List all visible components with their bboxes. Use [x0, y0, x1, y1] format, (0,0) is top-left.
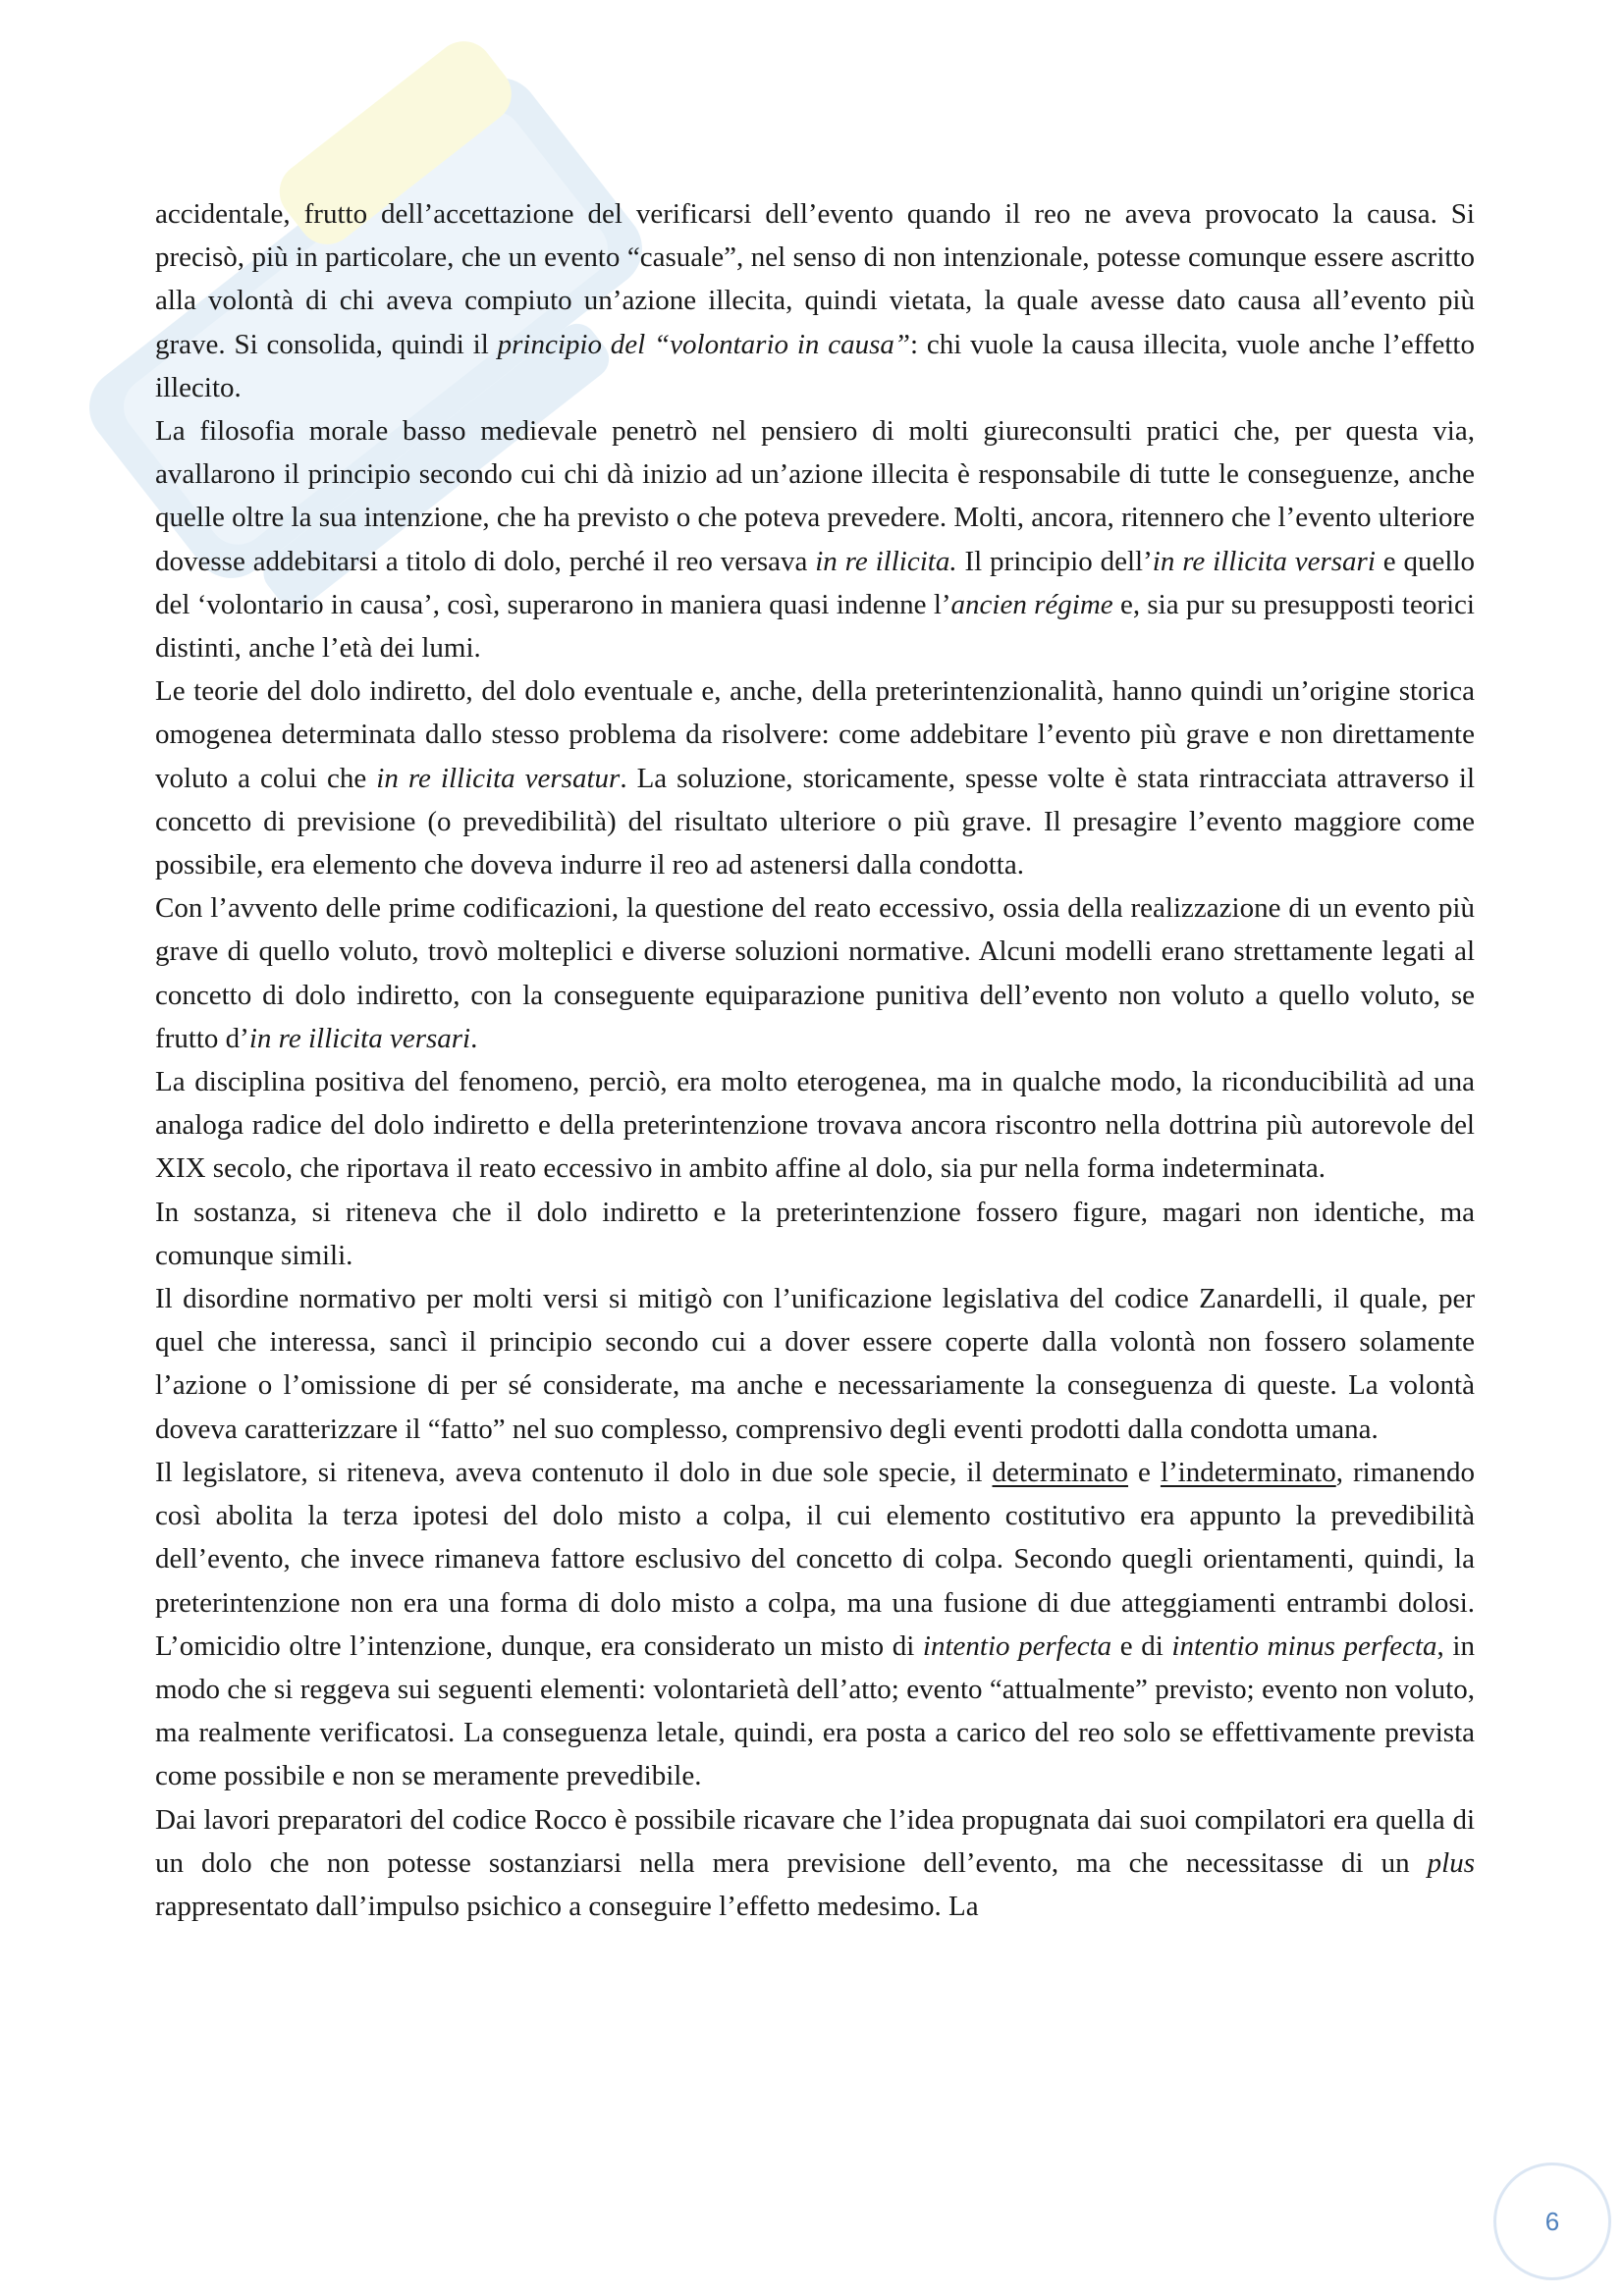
text-run: Il legislatore, si riteneva, aveva contenuto il dolo in due sole specie, il	[155, 1456, 993, 1488]
text-run: Il disordine normativo per molti versi si mitigò con l’unificazione legislativa del codice Zanardelli, il quale, per quel che interessa, sancì il principio secondo cui a dover essere coperte dalla volontà non fossero solamente l’azione o l’omissione di per sé considerate, ma anche e necessariamente la conseguenza di queste. La volontà doveva caratterizzare il “fatto” nel suo complesso, comprensivo degli eventi prodotti dalla condotta umana.	[155, 1283, 1475, 1445]
text-run: In sostanza, si riteneva che il dolo indiretto e la preterintenzione fossero figure, magari non identiche, ma comunque simili.	[155, 1196, 1475, 1271]
text-run: Il principio dell’	[956, 545, 1153, 577]
paragraph	[155, 1451, 1475, 1798]
italic-run: in re illicita.	[815, 545, 957, 577]
paragraph	[155, 1798, 1475, 1929]
italic-run: ancien régime	[950, 588, 1113, 620]
italic-run: in re illicita versari	[1152, 545, 1376, 577]
text-run: accidentale, frutto dell’accettazione del verificarsi dell’evento quando il reo ne aveva provocato la causa. Si precisò, più in particolare, che un evento “casuale”, nel senso di non intenzionale, potesse comunque essere ascritto alla volontà di chi aveva compiuto un’azione illecita, quindi vietata, la quale avesse dato causa all’evento più grave. Si consolida, quindi il	[155, 198, 1475, 360]
paragraph	[155, 1060, 1475, 1191]
italic-run: plus	[1427, 1846, 1475, 1879]
paragraph	[155, 669, 1475, 886]
italic-run: in re illicita versatur	[376, 762, 621, 794]
text-run: Le teorie del dolo indiretto, del dolo eventuale e, anche, della preterintenzionalità, hanno quindi un’origine storica omogenea determinata dallo stesso problema da risolvere: come addebitare l’evento più grave e non direttamente voluto a colui che	[155, 675, 1475, 794]
paragraph	[155, 1191, 1475, 1277]
text-run: , rimanendo così abolita la terza ipotesi del dolo misto a colpa, il cui elemento costitutivo era appunto la prevedibilità dell’evento, che invece rimaneva fattore esclusivo del concetto di colpa. Secondo quegli orientamenti, quindi, la preterintenzione non era una forma di dolo misto a colpa, ma una fusione di due atteggiamenti entrambi dolosi. L’omicidio oltre l’intenzione, dunque, era considerato un misto di	[155, 1456, 1475, 1662]
text-run: La filosofia morale basso medievale penetrò nel pensiero di molti giureconsulti pratici che, per questa via, avallarono il principio secondo cui chi dà inizio ad un’azione illecita è responsabile di tutte le conseguenze, anche quelle oltre la sua intenzione, che ha previsto o che poteva prevedere. Molti, ancora, ritennero che l’evento ulteriore dovesse addebitarsi a titolo di dolo, perché il reo versava	[155, 415, 1475, 577]
text-run: Dai lavori preparatori del codice Rocco è possibile ricavare che l’idea propugnata dai suoi compilatori era quella di un dolo che non potesse sostanziarsi nella mera previsione dell’evento, ma che necessitasse di un	[155, 1803, 1475, 1879]
text-run: . La soluzione, storicamente, spesse volte è stata rintracciata attraverso il concetto di previsione (o prevedibilità) del risultato ulteriore o più grave. Il presagire l’evento maggiore come possibile, era elemento che doveva indurre il reo ad astenersi dalla condotta.	[155, 762, 1475, 881]
italic-run: principio del “volontario in causa”	[497, 328, 911, 360]
italic-run: intentio minus perfecta	[1171, 1629, 1437, 1662]
text-run: Con l’avvento delle prime codificazioni, la questione del reato eccessivo, ossia della realizzazione di un evento più grave di quello voluto, trovò molteplici e diverse soluzioni normative. Alcuni modelli erano strettamente legati al concetto di dolo indiretto, con la conseguente equiparazione punitiva dell’evento non voluto a quello voluto, se frutto d’	[155, 892, 1475, 1054]
text-run: e	[1128, 1456, 1161, 1488]
text-run: .	[470, 1022, 478, 1054]
italic-run: intentio perfecta	[922, 1629, 1112, 1662]
text-run: e quello del ‘volontario in causa’, così, superarono in maniera quasi indenne l’	[155, 545, 1476, 620]
page-number: 6	[1493, 2163, 1611, 2280]
text-run: rappresentato dall’impulso psichico a conseguire l’effetto medesimo. La	[155, 1890, 979, 1922]
paragraph	[155, 886, 1475, 1060]
text-run: La disciplina positiva del fenomeno, perciò, era molto eterogenea, ma in qualche modo, la riconducibilità ad una analoga radice del dolo indiretto e della preterintenzione trovava ancora riscontro nella dottrina più autorevole del XIX secolo, che riportava il reato eccessivo in ambito affine al dolo, sia pur nella forma indeterminata.	[155, 1066, 1475, 1185]
text-run: : chi vuole la causa illecita, vuole anche l’effetto illecito.	[155, 328, 1475, 403]
underlined-run: l’indeterminato	[1160, 1456, 1336, 1488]
paragraph	[155, 409, 1475, 669]
paragraph	[155, 1277, 1475, 1451]
text-run: e di	[1111, 1629, 1172, 1662]
text-run: , in modo che si reggeva sui seguenti elementi: volontarietà dell’atto; evento “attualmente” previsto; evento non voluto, ma realmente verificatosi. La conseguenza letale, quindi, era posta a carico del reo solo se effettivamente prevista come possibile e non se meramente prevedibile.	[155, 1629, 1475, 1792]
text-run: e, sia pur su presupposti teorici distinti, anche l’età dei lumi.	[155, 588, 1475, 665]
document-body	[155, 192, 1475, 1928]
underlined-run: determinato	[992, 1456, 1129, 1488]
italic-run: in re illicita versari	[248, 1022, 471, 1054]
paragraph	[155, 192, 1475, 409]
